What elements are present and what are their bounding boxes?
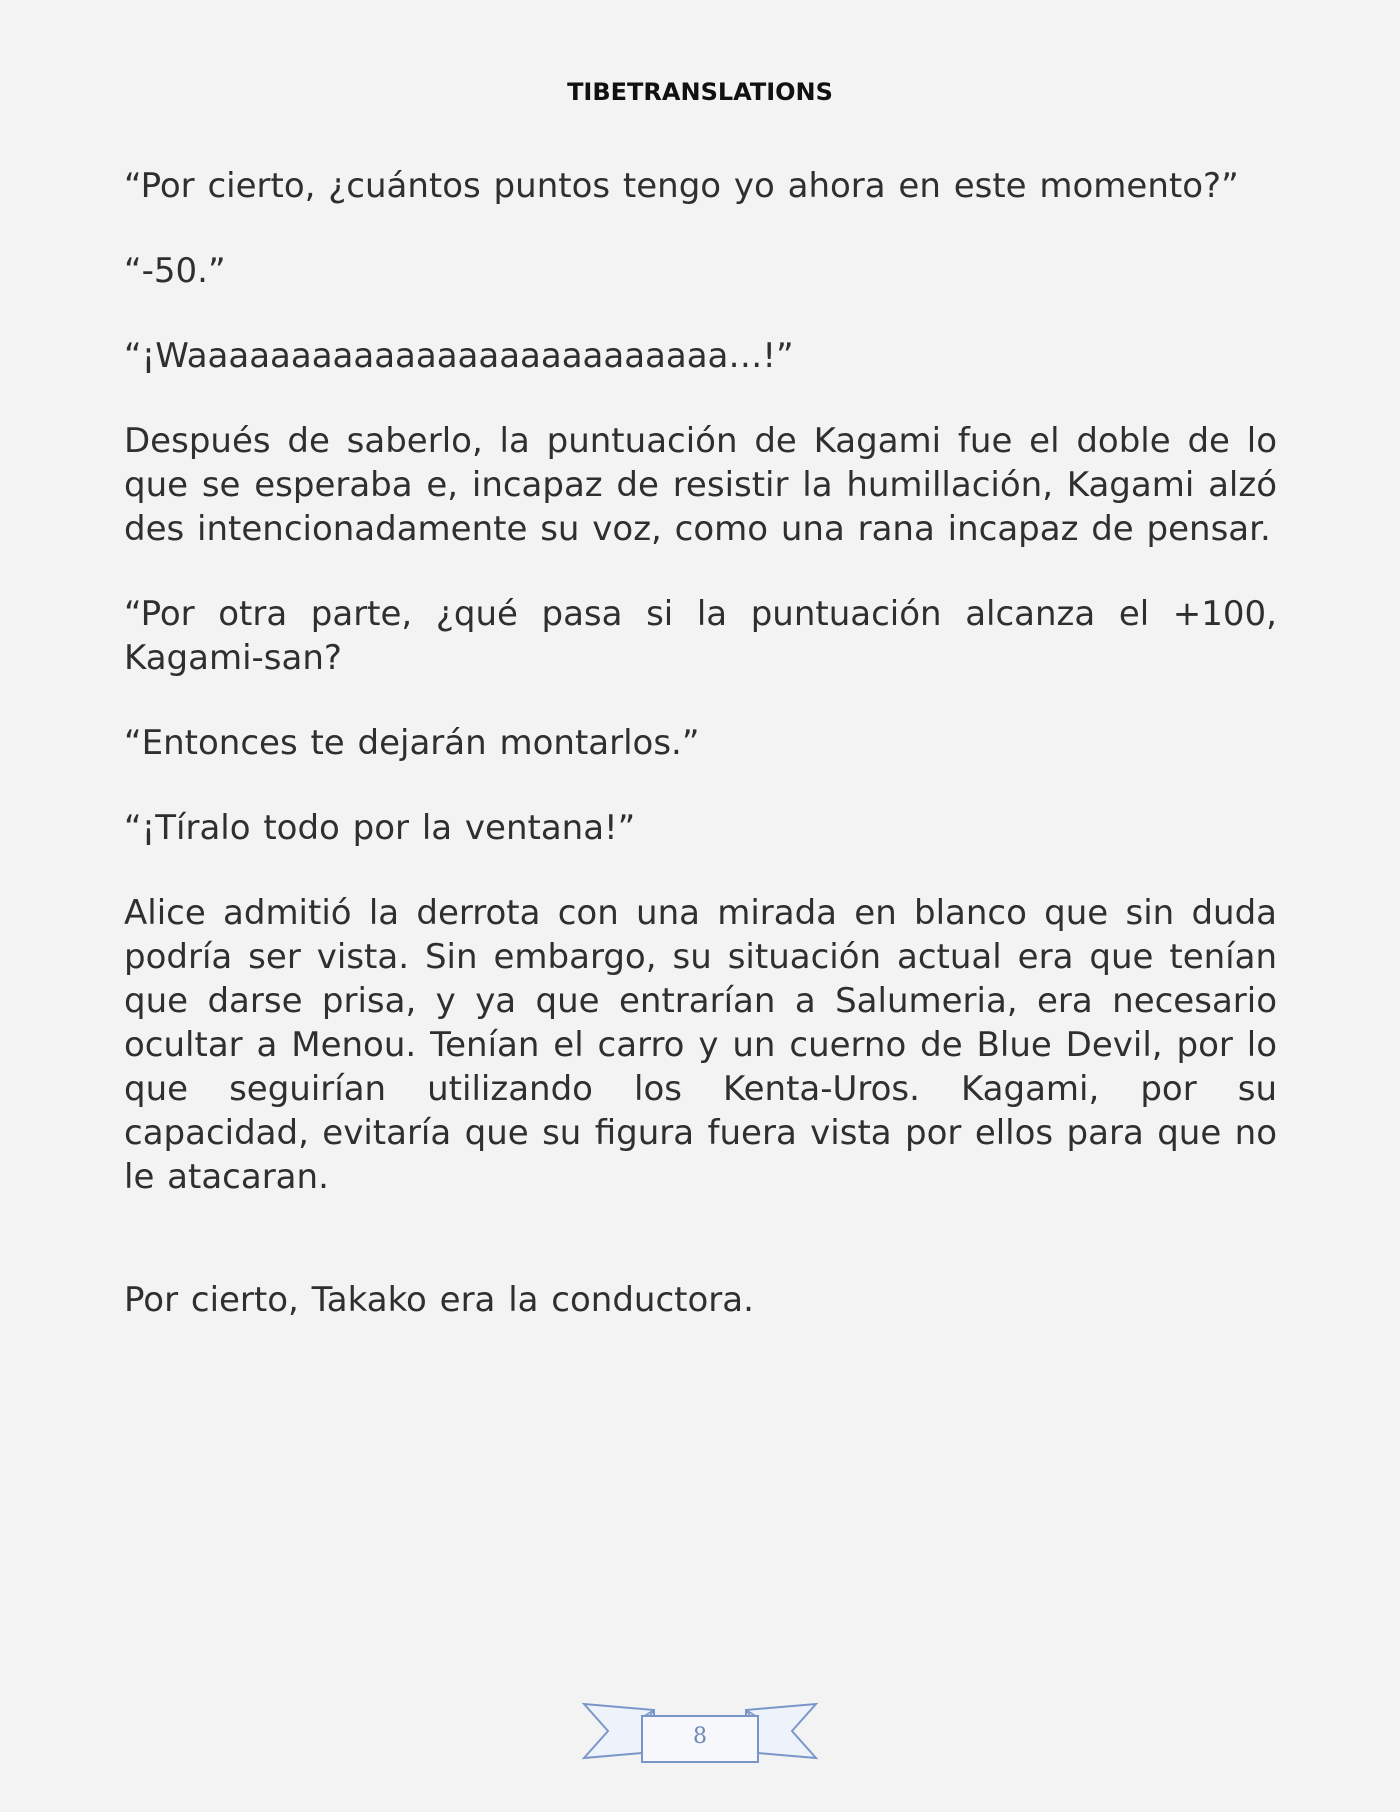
paragraph-question-points: “Por cierto, ¿cuántos puntos tengo yo ahora en este momento?”	[124, 166, 1239, 206]
paragraph-alice-defeat: Alice admitió la derrota con una mirada en blanco que sin duda podría ser vista. Sin embargo, su situación actual era que tenían que darse prisa, y ya que entrarían a Salumeria, era necesario ocultar a Menou. Tenían el carro y un cuerno de Blue Devil, por lo que seguirían utilizando los Kenta-Uros. Kagami, por su capacidad, evitaría que su figura fuera vista por ellos para que no le atacaran.	[124, 893, 1277, 1197]
paragraph-kagami-humiliation: Después de saberlo, la puntuación de Kagami fue el doble de lo que se esperaba e, incapaz de resistir la humillación, Kagami alzó des intencionadamente su voz, como una rana incapaz de pensar.	[124, 421, 1277, 549]
page-number: 8	[693, 1724, 707, 1749]
paragraph-score-answer: “-50.”	[124, 251, 226, 291]
document-body	[124, 164, 1277, 1363]
page-header-title: TIBETRANSLATIONS	[567, 78, 833, 106]
paragraph-takako-driver: Por cierto, Takako era la conductora.	[124, 1280, 754, 1320]
paragraph-throw-away: “¡Tíralo todo por la ventana!”	[124, 808, 636, 848]
paragraph-scream: “¡Waaaaaaaaaaaaaaaaaaaaaaaaaa…!”	[124, 336, 794, 376]
paragraph-ride-answer: “Entonces te dejarán montarlos.”	[124, 723, 700, 763]
paragraph-question-plus-100: “Por otra parte, ¿qué pasa si la puntuación alcanza el +100, Kagami-san?	[124, 594, 1277, 678]
